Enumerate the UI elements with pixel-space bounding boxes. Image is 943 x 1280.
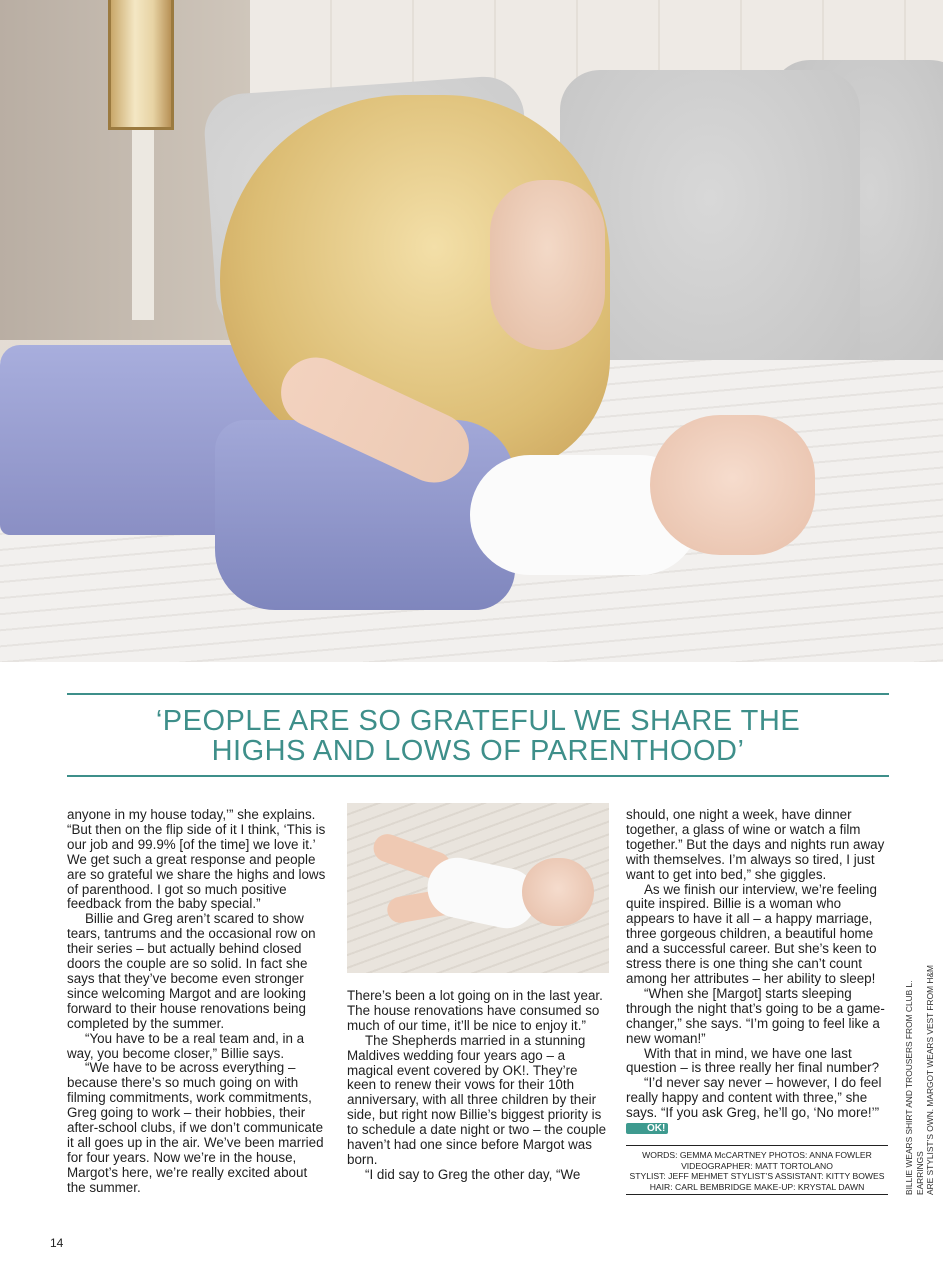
wall-lamp bbox=[108, 0, 174, 130]
paragraph: “You have to be a real team and, in a way, you become closer,” Billie says. bbox=[67, 1030, 305, 1061]
page-number: 14 bbox=[50, 1236, 64, 1250]
lamp-post bbox=[132, 130, 154, 320]
pull-quote bbox=[67, 706, 889, 766]
paragraph: Billie and Greg aren’t scared to show tears, tantrums and the occasional row on their series – but actually behind closed doors the couple are so solid. In fact she says that they’ve become even stronger since welcoming Margot and are looking forward to their house renovations being completed by the summer. bbox=[67, 911, 316, 1031]
baby-head bbox=[522, 858, 594, 926]
article-column-3 bbox=[626, 808, 888, 1136]
paragraph: As we finish our interview, we’re feeling quite inspired. Billie is a woman who appears to have it all – a happy marriage, three gorgeous children, a beautiful home and a successful career. But she’s keen to stress there is one thing she can’t count among her attributes – her ability to sleep! bbox=[626, 881, 877, 986]
paragraph: “We have to be across everything – because there’s so much going on with filming commitments, work commitments, Greg going to work – their hobbies, their after-school clubs, if we don’t communicate it all goes up in the air. We’ve been married for four years. Now we’re in the house, Margot’s here, we’re really excited about the summer. bbox=[67, 1060, 324, 1195]
paragraph: With that in mind, we have one last question – is three really her final number? bbox=[626, 1045, 880, 1076]
paragraph: anyone in my house today,’” she explains. “But then on the flip side of it I think, ‘This is our job and 99.9% [of the time] we love it.’ We get such a great response and people are so grateful we share the highs and lows of parenthood. I got so much positive feedback from the baby special.” bbox=[67, 807, 326, 912]
mother-face bbox=[490, 180, 605, 350]
fashion-credit-line: ARE STYLIST’S OWN. MARGOT WEARS VEST FROM H&M bbox=[925, 964, 935, 1195]
ok-end-logo: OK! bbox=[626, 1123, 668, 1134]
paragraph: “When she [Margot] starts sleeping through the night that’s going to be a game-changer,” she says. “I’m going to feel like a new woman!” bbox=[626, 985, 885, 1046]
paragraph bbox=[626, 1076, 888, 1136]
article-column-2 bbox=[347, 989, 609, 1183]
closing-quote: “I’d never say never – however, I do feel really happy and content with three,” she says. “If you ask Greg, he’ll go, ‘No more!’” bbox=[626, 1075, 882, 1121]
credit-line: WORDS: GEMMA McCARTNEY PHOTOS: ANNA FOWLER bbox=[642, 1150, 872, 1160]
paragraph: There’s been a lot going on in the last year. The house renovations have consumed so much of our time, it’ll be nice to enjoy it.” bbox=[347, 988, 603, 1033]
pullquote-top-rule bbox=[67, 693, 889, 695]
pull-quote-line: HIGHS AND LOWS OF PARENTHOOD’ bbox=[211, 735, 745, 767]
pullquote-bottom-rule bbox=[67, 775, 889, 777]
credits-top-rule bbox=[626, 1145, 888, 1146]
credits-block bbox=[626, 1150, 888, 1192]
paragraph: The Shepherds married in a stunning Maldives wedding four years ago – a magical event covered by OK!. They’re keen to renew their vows for their 10th anniversary, with all three children by their side, but right now Billie’s biggest priority is to schedule a date night or two – the couple haven’t had one since before Margot was born. bbox=[347, 1032, 607, 1167]
credits-bottom-rule bbox=[626, 1194, 888, 1195]
fashion-credit bbox=[904, 935, 936, 1195]
baby-photo bbox=[347, 803, 609, 973]
credit-line: HAIR: CARL BEMBRIDGE MAKE-UP: KRYSTAL DAWN bbox=[649, 1181, 865, 1192]
paragraph: “I did say to Greg the other day, “We bbox=[365, 1166, 581, 1182]
article-column-1 bbox=[67, 808, 329, 1196]
credit-line: STYLIST: JEFF MEHMET STYLIST’S ASSISTANT: KITTY BOWES bbox=[629, 1171, 885, 1181]
pull-quote-line: ‘PEOPLE ARE SO GRATEFUL WE SHARE THE bbox=[155, 705, 801, 737]
fashion-credit-line: BILLIE WEARS SHIRT AND TROUSERS FROM CLUB L. EARRINGS bbox=[904, 980, 925, 1195]
paragraph: should, one night a week, have dinner together, a glass of wine or watch a film together.” But the days and nights run away with themselves. I’m always so tired, I just want to get into bed,” she giggles. bbox=[626, 807, 885, 882]
credit-line: VIDEOGRAPHER: MATT TORTOLANO bbox=[681, 1160, 833, 1171]
baby-head bbox=[650, 415, 815, 555]
